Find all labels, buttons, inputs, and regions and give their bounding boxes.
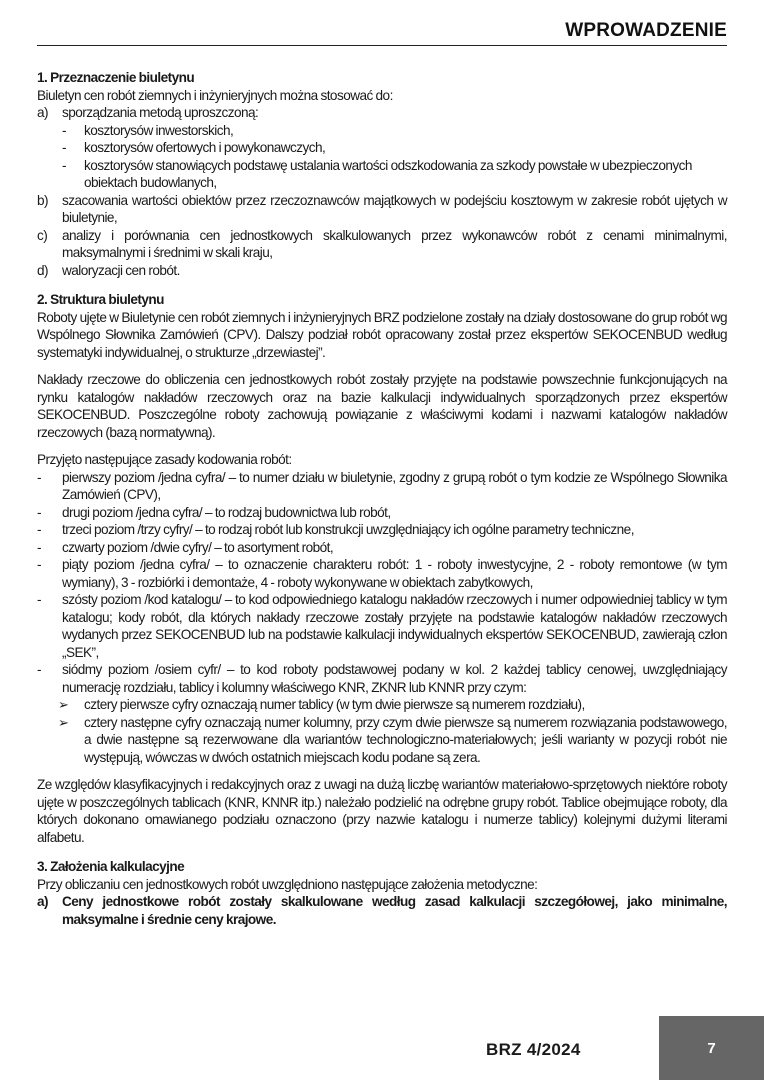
section-1-intro: Biuletyn cen robót ziemnych i inżynieryjnych można stosować do: [37,87,393,103]
sub-item [62,157,727,192]
list-marker: c) [37,227,48,243]
list-text: sporządzania metodą uproszczoną: [62,105,259,120]
list-item-c [37,227,727,262]
coding-level-text: pierwszy poziom /jedna cyfra/ – to numer działu w biuletynie, zgodny z grupą robót o tym kodzie ze Wspólnego Słownika Zamówień (CPV), [62,469,727,502]
coding-level-item [37,591,727,661]
page-number: 7 [659,1016,764,1080]
assumption-text: Ceny jednostkowe robót zostały skalkulowane według zasad kalkulacji szczegółowej, jako minimalne, maksymalne i średnie ceny krajowe. [62,894,727,927]
arrow-bullet-icon: ➢ [58,697,69,712]
sub-item-text: kosztorysów stanowiących podstawę ustalania wartości odszkodowania za szkody powstałe w ubezpieczonych obiektach budowlanych, [84,157,692,190]
sub-item [62,139,727,157]
coding-level-item [37,469,727,504]
list-marker: a) [37,894,48,909]
coding-level-text: szósty poziom /kod katalogu/ – to kod odpowiedniego katalogu nakładów rzeczowych i numer odpowiedniej tablicy w tym katalogu; kody robót, dla których nakłady rzeczowe zostały przyjęte na podstawie katalogów nakładów rzeczowych wydanych przez SEKOCENBUD lub na podstawie kalkulacji indywidualnych ekspertów SEKOCENBUD, zawierają człon „SEK”, [62,592,727,660]
section-2-title: 2. Struktura biuletynu [37,292,164,307]
list-item-a [37,104,727,122]
sub-item-text: kosztorysów inwestorskich, [84,122,234,138]
section-3-title: 3. Założenia kalkulacyjne [37,859,185,874]
list-item-d [37,262,727,280]
list-marker: d) [37,262,48,278]
paragraph: Nakłady rzeczowe do obliczenia cen jednostkowych robót zostały przyjęte na podstawie powszechnie funkcjonujących na rynku katalogów nakładów rzeczowych oraz na bazie kalkulacji indywidualnych sporządzonych przez ekspertów SEKOCENBUD. Poszczególne roboty zachowują powiązanie z właściwymi kodami i nazwami katalogów nakładów rzeczowych (bazą normatywną). [37,372,727,440]
dash-marker: - [62,122,66,138]
section-1-title: 1. Przeznaczenie biuletynu [37,70,195,85]
list-text: waloryzacji cen robót. [62,262,180,278]
dash-marker: - [62,140,66,155]
section-3-intro: Przy obliczaniu cen jednostkowych robót uwzględniono następujące założenia metodyczne: [37,876,538,892]
list-marker: a) [37,105,48,120]
dash-marker: - [62,157,66,173]
list-text: analizy i porównania cen jednostkowych skalkulowanych przez wykonawców robót z cenami minimalnymi, maksymalnymi i średnimi w skali kraju, [62,227,727,260]
sub-item [62,122,727,140]
dash-marker: - [37,557,41,572]
section-title: WPROWADZENIE [565,20,727,41]
list-item-b [37,192,727,227]
header-divider [37,45,727,46]
paragraph: Roboty ujęte w Biuletynie cen robót ziemnych i inżynieryjnych BRZ podzielone zostały na działy dostosowane do grup robót wg Wspólnego Słownika Zamówień (CPV). Dalszy podział robót opracowany został przez ekspertów SEKOCENBUD według systematyki indywidualnej, o strukturze „drzewiastej”. [37,309,727,360]
assumption-item-a [37,893,727,928]
dash-marker: - [37,522,41,537]
coding-level-item [37,556,727,591]
coding-level-text: drugi poziom /jedna cyfra/ – to rodzaj budownictwa lub robót, [62,504,391,520]
publication-label: BRZ 4/2024 [486,1040,581,1059]
coding-level-item [37,521,727,539]
dash-marker: - [37,539,41,555]
arrow-item-text: cztery następne cyfry oznaczają numer kolumny, przy czym dwie pierwsze są numerem rozwiązania podstawowego, a dwie następne są rezerwowane dla wariantów technologiczno-materiałowych; jeśli warianty w pozycji robót nie występują, wówczas w dwóch ostatnich miejscach kodu podane są zera. [84,714,727,765]
coding-level-text: trzeci poziom /trzy cyfry/ – to rodzaj robót lub konstrukcji uwzględniający ich ogólne parametry techniczne, [62,522,634,537]
document-body [37,69,727,928]
dash-marker: - [37,592,41,607]
list-text: szacowania wartości obiektów przez rzeczoznawców majątkowych w podejściu kosztowym w zakresie robót ujętych w biuletynie, [62,192,727,225]
arrow-item [58,714,727,767]
coding-level-item [37,504,727,522]
dash-marker: - [37,469,41,485]
arrow-bullet-icon: ➢ [58,714,69,730]
arrow-item-text: cztery pierwsze cyfry oznaczają numer tablicy (w tym dwie pierwsze są numerem rozdziału), [84,697,585,712]
arrow-item [58,696,727,714]
coding-level-text: piąty poziom /jedna cyfra/ – to oznaczenie charakteru robót: 1 - roboty inwestycyjne, 2 - roboty remontowe (w tym wymiany), 3 - rozbiórki i demontaże, 4 - roboty wykonywane w obiektach zabytkowych, [62,557,727,590]
dash-marker: - [37,662,41,677]
dash-marker: - [37,504,41,520]
coding-level-text: siódmy poziom /osiem cyfr/ – to kod roboty podstawowej podany w kol. 2 każdej tablicy cenowej, uwzględniający numerację rozdziału, tablicy i kolumny właściwego KNR, ZKNR lub KNNR przy czym: [62,662,727,695]
coding-level-text: czwarty poziom /dwie cyfry/ – to asortyment robót, [62,539,334,555]
coding-level-item [37,661,727,696]
coding-level-item [37,539,727,557]
sub-item-text: kosztorysów ofertowych i powykonawczych, [84,140,326,155]
paragraph: Przyjęto następujące zasady kodowania robót: [37,452,292,467]
paragraph: Ze względów klasyfikacyjnych i redakcyjnych oraz z uwagi na dużą liczbę wariantów materiałowo-sprzętowych niektóre roboty ujęte w poszczególnych tablicach (KNR, KNNR itp.) należało podzielić na odrębne grupy robót. Tablice obejmujące roboty, dla których dokonano omawianego podziału oznaczono (przy nazwie katalogu i numerze tablicy) kolejnymi dużymi literami alfabetu. [37,777,727,845]
list-marker: b) [37,192,48,208]
